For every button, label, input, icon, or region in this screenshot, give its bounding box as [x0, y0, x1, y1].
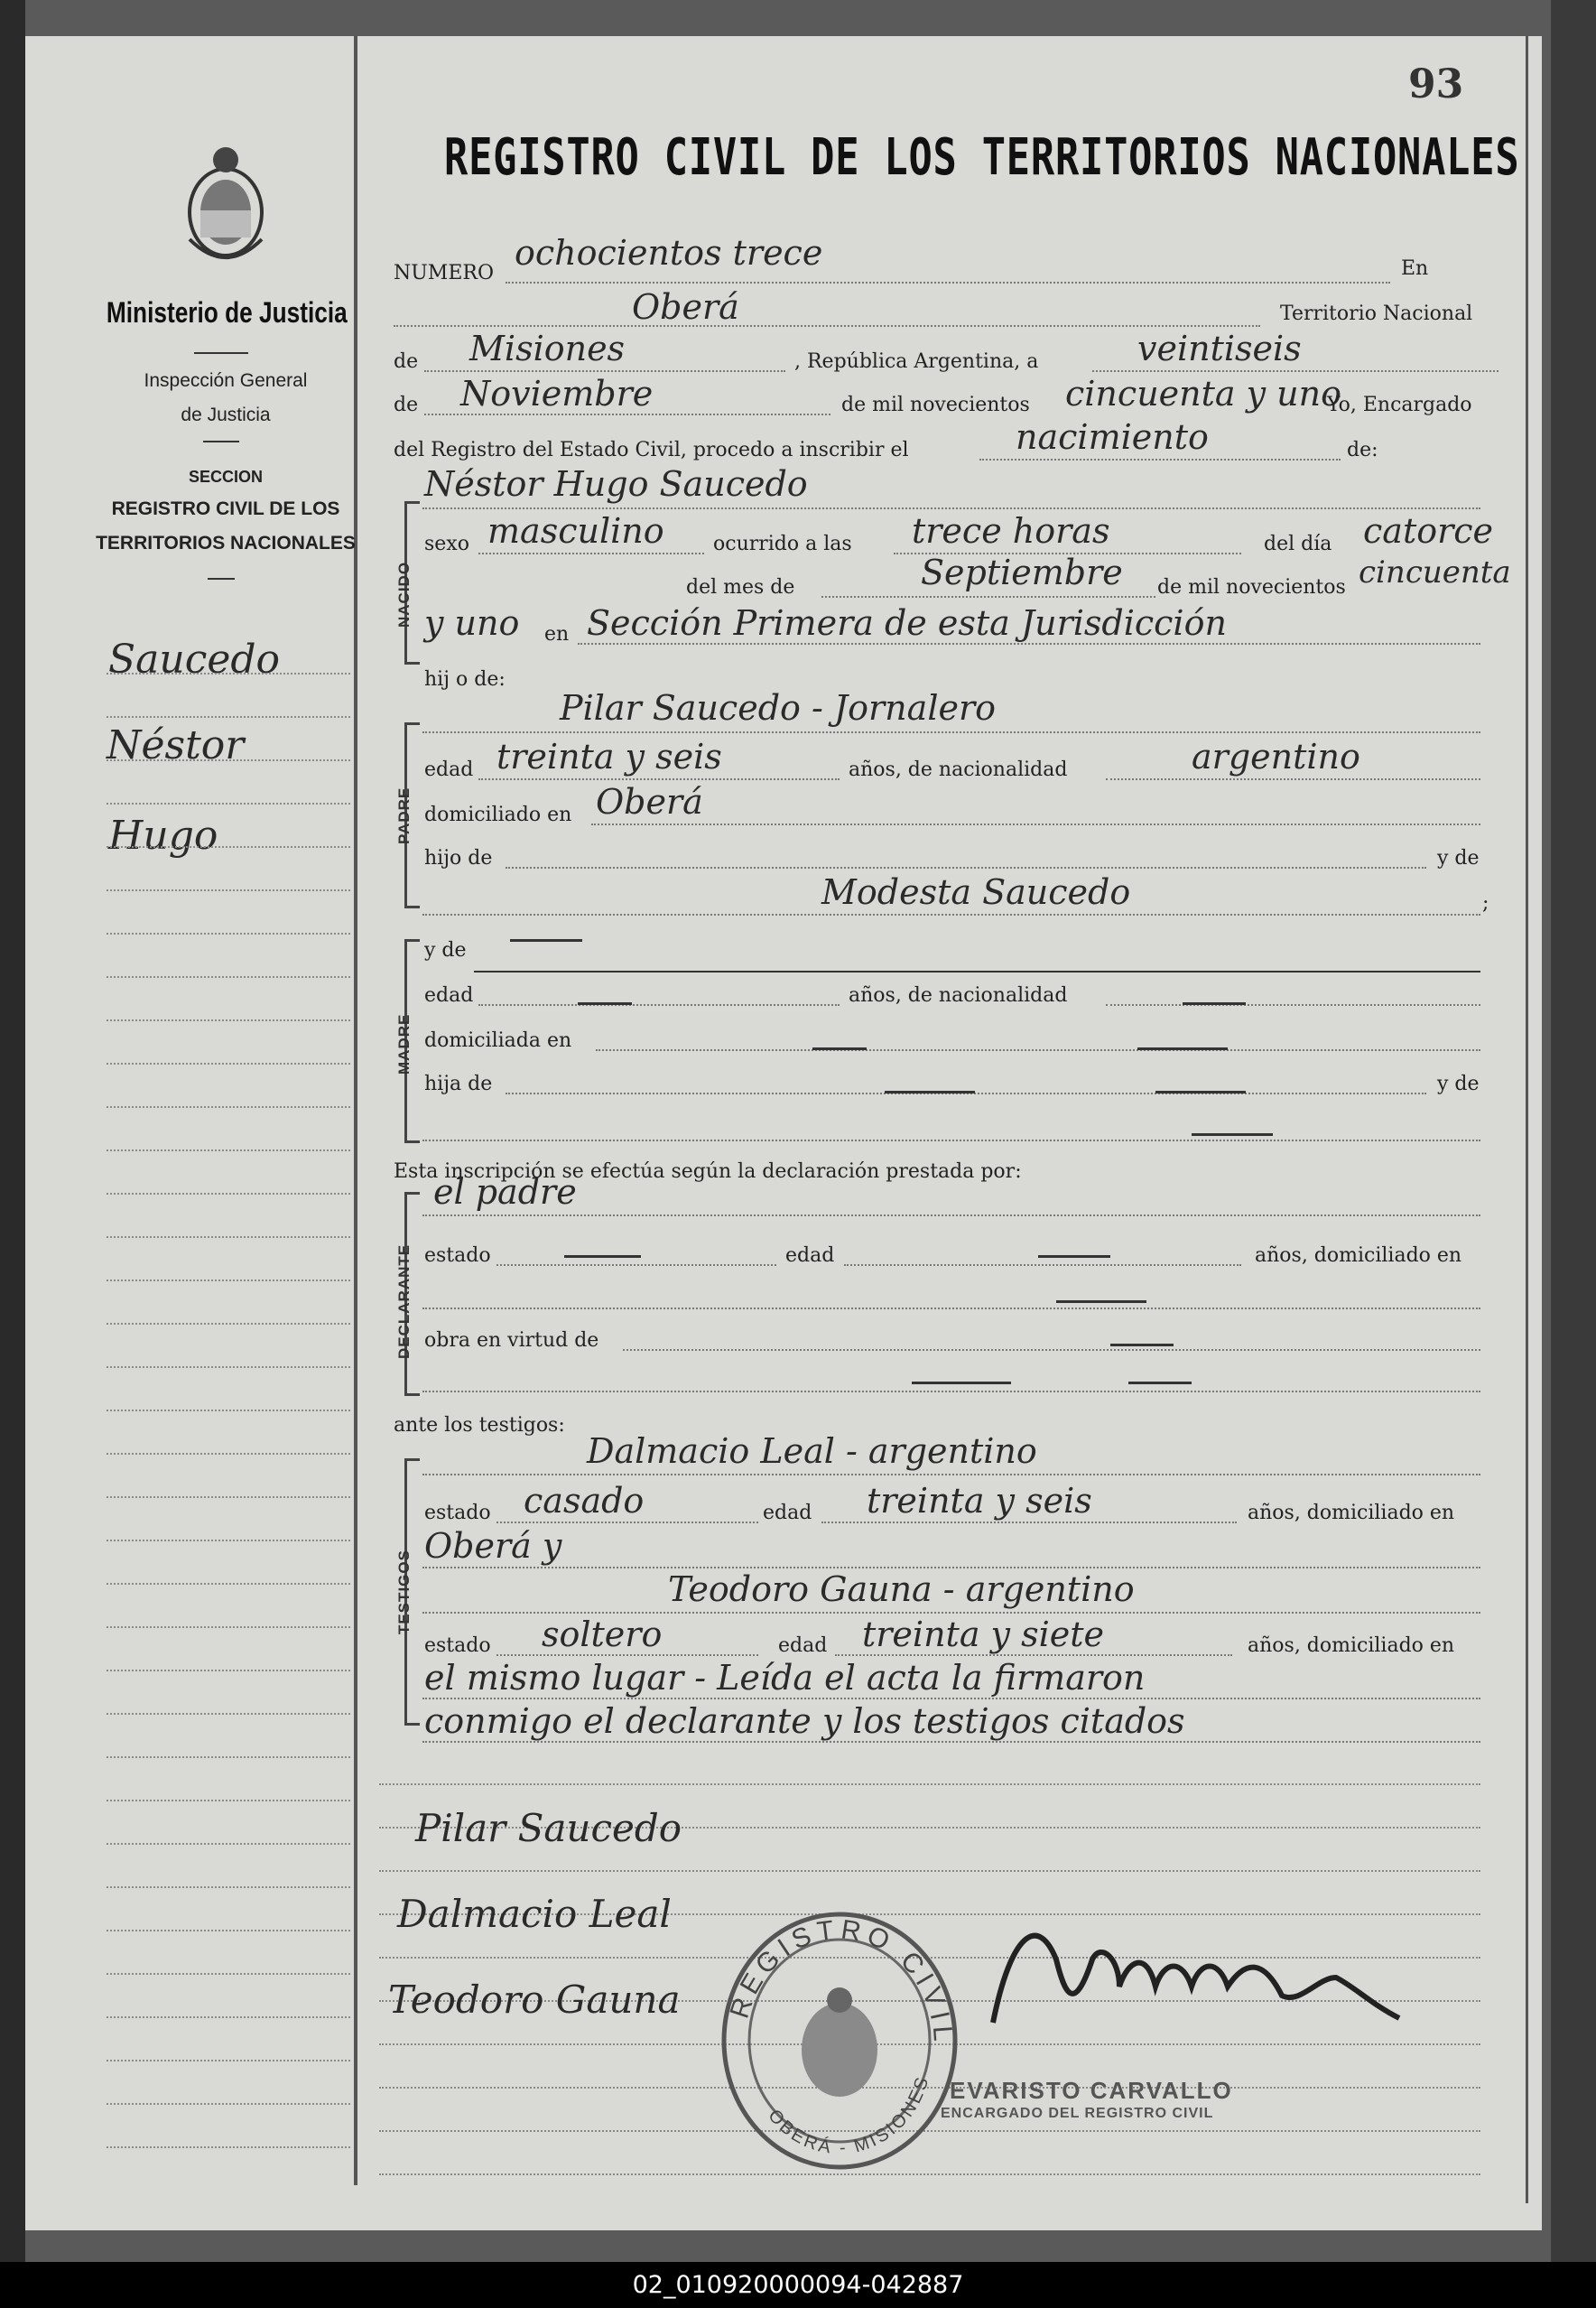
section-nacido: NACIDO: [395, 561, 413, 628]
fill-line: [422, 507, 1480, 509]
label-domiciliada-en: domiciliada en: [424, 1029, 572, 1052]
right-rule: [1526, 36, 1528, 2203]
ministry-name: Ministerio de Justicia: [106, 296, 348, 329]
fill-line: [422, 1741, 1480, 1743]
entry-mes: Noviembre: [460, 374, 654, 414]
label-hija-de: hija de: [424, 1073, 493, 1095]
fill-line: [422, 1391, 1480, 1392]
label-estado: estado: [424, 1244, 491, 1267]
dash-line: [1137, 1047, 1228, 1050]
label-esta-inscripcion: Esta inscripción se efectúa según la declaración prestada por:: [394, 1160, 1022, 1183]
officer-title: ENCARGADO DEL REGISTRO CIVIL: [941, 2106, 1214, 2121]
entry-t1-edad: treinta y seis: [867, 1481, 1092, 1521]
dash-line: [812, 1047, 867, 1050]
label-ante: ante los testigos:: [394, 1414, 565, 1437]
dash-line: [1128, 1382, 1192, 1384]
label-anos-dom: años, domiciliado en: [1255, 1244, 1462, 1267]
dash-line: [1155, 1091, 1246, 1094]
registry-stamp: [713, 1901, 966, 2181]
margin-ruled-line: [107, 1063, 350, 1065]
margin-ruled-line: [107, 1800, 350, 1801]
margin-ruled-line: [107, 1193, 350, 1195]
label-semicolon: ;: [1482, 892, 1489, 915]
entry-hora: trece horas: [912, 511, 1110, 551]
entry-anio: cincuenta y uno: [1065, 374, 1342, 414]
margin-ruled-line: [107, 1670, 350, 1671]
label-y-de-3: y de: [1437, 1073, 1480, 1095]
margin-ruled-line: [107, 1626, 350, 1628]
fill-line: [478, 553, 704, 554]
label-en-2: en: [544, 623, 570, 646]
margin-ruled-line: [107, 1930, 350, 1931]
entry-padre-dom: Oberá: [596, 782, 703, 822]
margin-ruled-line: [107, 1236, 350, 1238]
dash-line: [1110, 1344, 1174, 1346]
margin-ruled-line: [107, 1496, 350, 1498]
official-signature: [975, 1905, 1417, 2050]
signature-ruled-line: [379, 1870, 1480, 1872]
label-en: En: [1401, 257, 1429, 280]
fill-line: [1092, 370, 1499, 372]
margin-ruled-line: [107, 1886, 350, 1888]
fill-line: [422, 1140, 1480, 1141]
section-testigos: TESTIGOS: [395, 1550, 413, 1634]
margin-ruled-line: [107, 759, 350, 761]
divider: [203, 441, 239, 442]
entry-numero: ochocientos trece: [515, 233, 823, 273]
fill-line: [422, 1308, 1480, 1309]
label-edad-5: edad: [778, 1634, 828, 1657]
dash-line: [1183, 1002, 1246, 1005]
fill-line: [422, 1214, 1480, 1216]
margin-ruled-line: [107, 1713, 350, 1715]
label-y-de-2: y de: [424, 939, 467, 962]
fill-line: [979, 459, 1341, 461]
margin-middle-name: Hugo: [108, 813, 218, 859]
fill-line: [591, 824, 1480, 825]
margin-ruled-line: [107, 1540, 350, 1541]
section-madre: MADRE: [395, 1013, 413, 1075]
divider: [194, 352, 248, 354]
entry-t1-dom: Oberá y: [424, 1526, 562, 1566]
entry-t2-edad: treinta y siete: [862, 1615, 1105, 1654]
fill-line: [422, 1612, 1480, 1614]
fill-line: [1106, 778, 1480, 780]
label-y-de: y de: [1437, 847, 1480, 870]
label-anos-nac-2: años, de nacionalidad: [849, 984, 1068, 1007]
label-ocurrido: ocurrido a las: [713, 533, 852, 555]
image-id-footer: 02_010920000094-042887: [0, 2262, 1596, 2308]
dash-line: [564, 1255, 641, 1258]
inspection-line-2: de Justicia: [181, 405, 271, 425]
label-de-mil: de mil novecientos: [841, 394, 1030, 416]
entry-territorio: Misiones: [469, 329, 626, 368]
registry-line-1: REGISTRO CIVIL DE LOS: [111, 498, 340, 519]
fill-line: [596, 1049, 1480, 1051]
entry-acto: nacimiento: [1016, 417, 1209, 457]
fill-line: [821, 1522, 1237, 1523]
label-anos-dom-2: años, domiciliado en: [1248, 1502, 1455, 1524]
margin-ruled-line: [107, 889, 350, 891]
label-numero: NUMERO: [394, 262, 494, 284]
page-edge: [1551, 0, 1596, 2308]
label-de: de: [394, 350, 419, 373]
entry-sexo: masculino: [487, 511, 664, 551]
fill-line: [578, 643, 1480, 645]
margin-ruled-line: [107, 803, 350, 805]
label-anos-dom-3: años, domiciliado en: [1248, 1634, 1455, 1657]
fill-line: [835, 1654, 1232, 1656]
stamp-text-top: REGISTRO CIVIL: [724, 1914, 959, 2048]
label-estado-2: estado: [424, 1502, 491, 1524]
label-edad-4: edad: [763, 1502, 812, 1524]
margin-ruled-line: [107, 1366, 350, 1368]
margin-ruled-line: [107, 1106, 350, 1108]
margin-rule: [354, 36, 357, 2185]
page-title: REGISTRO CIVIL DE LOS TERRITORIOS NACIONALES: [444, 128, 1520, 187]
entry-padre-madre: Modesta Saucedo: [821, 872, 1131, 912]
margin-ruled-line: [107, 2146, 350, 2148]
margin-ruled-line: [107, 976, 350, 978]
dash-line: [510, 939, 582, 942]
signature-padre: Pilar Saucedo: [415, 1806, 682, 1850]
fill-line: [422, 1567, 1480, 1568]
margin-ruled-line: [107, 933, 350, 935]
margin-ruled-line: [107, 716, 350, 718]
coat-of-arms-icon: [181, 140, 271, 275]
entry-cierre-1: el mismo lugar - Leída el acta la firmaron: [424, 1658, 1146, 1698]
entry-testigo-2: Teodoro Gauna - argentino: [668, 1569, 1135, 1609]
margin-ruled-line: [107, 1149, 350, 1151]
label-hijo-de-2: hijo de: [424, 847, 493, 870]
entry-anio-nac-b: y uno: [424, 603, 520, 643]
fill-line: [623, 1349, 1480, 1351]
fill-line: [422, 731, 1480, 733]
page-number: 93: [1408, 61, 1464, 107]
margin-ruled-line: [107, 846, 350, 848]
dash-line: [885, 1091, 975, 1094]
fill-line: [474, 971, 1480, 973]
label-edad-2: edad: [424, 984, 474, 1007]
label-de-colon: de:: [1347, 439, 1378, 461]
section-declarante: DECLARANTE: [395, 1243, 413, 1359]
section-label: SECCION: [188, 468, 263, 486]
fill-line: [506, 867, 1426, 869]
margin-ruled-line: [107, 2016, 350, 2018]
margin-ruled-line: [107, 1280, 350, 1281]
label-edad: edad: [424, 758, 474, 781]
entry-anio-nac-a: cincuenta: [1359, 554, 1511, 591]
fill-line: [394, 325, 1260, 327]
fill-line: [478, 1004, 840, 1006]
officer-name: EVARISTO CARVALLO: [950, 2077, 1233, 2104]
signature-testigo-1: Dalmacio Leal: [397, 1892, 672, 1936]
entry-t1-estado: casado: [524, 1481, 645, 1521]
margin-ruled-line: [107, 2060, 350, 2061]
label-domiciliado-en: domiciliado en: [424, 804, 572, 826]
signature-ruled-line: [379, 1783, 1480, 1785]
fill-line: [821, 596, 1155, 598]
entry-nombre: Néstor Hugo Saucedo: [424, 464, 808, 504]
label-estado-3: estado: [424, 1634, 491, 1657]
label-de-2: de: [394, 394, 419, 416]
fill-line: [844, 1264, 1241, 1266]
entry-dia-nac: catorce: [1363, 511, 1494, 551]
fill-line: [496, 1264, 776, 1266]
entry-testigo-1: Dalmacio Leal - argentino: [587, 1431, 1037, 1471]
margin-ruled-line: [107, 1453, 350, 1455]
label-anos-nac: años, de nacionalidad: [849, 758, 1068, 781]
entry-padre-nac: argentino: [1192, 737, 1360, 777]
fill-line: [424, 370, 785, 372]
label-del-dia: del día: [1264, 533, 1332, 555]
margin-ruled-line: [107, 1019, 350, 1021]
dash-line: [1192, 1133, 1273, 1136]
margin-ruled-line: [107, 1843, 350, 1845]
entry-padre-edad: treinta y seis: [496, 737, 722, 777]
margin-ruled-line: [107, 1323, 350, 1325]
entry-mes-nac: Septiembre: [921, 553, 1123, 592]
entry-lugar-nac: Sección Primera de esta Jurisdicción: [587, 603, 1227, 643]
registry-line-2: TERRITORIOS NACIONALES: [96, 533, 356, 554]
stamp-text-bottom: OBERÁ - MISIONES: [764, 2072, 933, 2159]
entry-cierre-2: conmigo el declarante y los testigos citados: [424, 1701, 1185, 1741]
entry-t2-estado: soltero: [542, 1615, 663, 1654]
dash-line: [1056, 1300, 1146, 1303]
fill-line: [506, 282, 1390, 284]
fill-line: [496, 1522, 758, 1523]
label-territorio: Territorio Nacional: [1280, 302, 1473, 325]
book-spine: [0, 0, 25, 2308]
label-encargado: Yo, Encargado: [1327, 394, 1472, 416]
label-hijo-de: hij o de:: [424, 668, 506, 691]
dash-line: [912, 1382, 1011, 1384]
label-obra: obra en virtud de: [424, 1329, 599, 1352]
label-sexo: sexo: [424, 533, 469, 555]
fill-line: [478, 778, 840, 780]
fill-line: [422, 1698, 1480, 1699]
divider: [208, 578, 235, 580]
section-padre: PADRE: [395, 786, 413, 844]
margin-ruled-line: [107, 2103, 350, 2105]
margin-ruled-line: [107, 673, 350, 675]
signature-testigo-2: Teodoro Gauna: [388, 1978, 681, 2022]
entry-declarante: el padre: [433, 1172, 577, 1212]
label-de-mil-2: de mil novecientos: [1157, 576, 1346, 599]
fill-line: [496, 1654, 758, 1656]
fill-line: [422, 1474, 1480, 1475]
margin-ruled-line: [107, 1410, 350, 1411]
entry-dia: veintiseis: [1137, 329, 1302, 368]
margin-ruled-line: [107, 1756, 350, 1758]
label-del-mes: del mes de: [686, 576, 795, 599]
label-del-registro: del Registro del Estado Civil, procedo a inscribir el: [394, 439, 909, 461]
label-republica: , República Argentina, a: [794, 350, 1039, 373]
margin-first-name: Néstor: [107, 722, 245, 768]
margin-ruled-line: [107, 1583, 350, 1585]
entry-padre: Pilar Saucedo - Jornalero: [560, 688, 996, 728]
entry-lugar: Oberá: [632, 287, 739, 327]
margin-ruled-line: [107, 1973, 350, 1975]
margin-surname: Saucedo: [108, 637, 281, 683]
fill-line: [424, 414, 830, 415]
dash-line: [578, 1002, 632, 1005]
label-edad-3: edad: [785, 1244, 835, 1267]
fill-line: [1106, 1004, 1480, 1006]
inspection-line-1: Inspección General: [144, 370, 308, 391]
dash-line: [1038, 1255, 1110, 1258]
fill-line: [422, 914, 1480, 916]
